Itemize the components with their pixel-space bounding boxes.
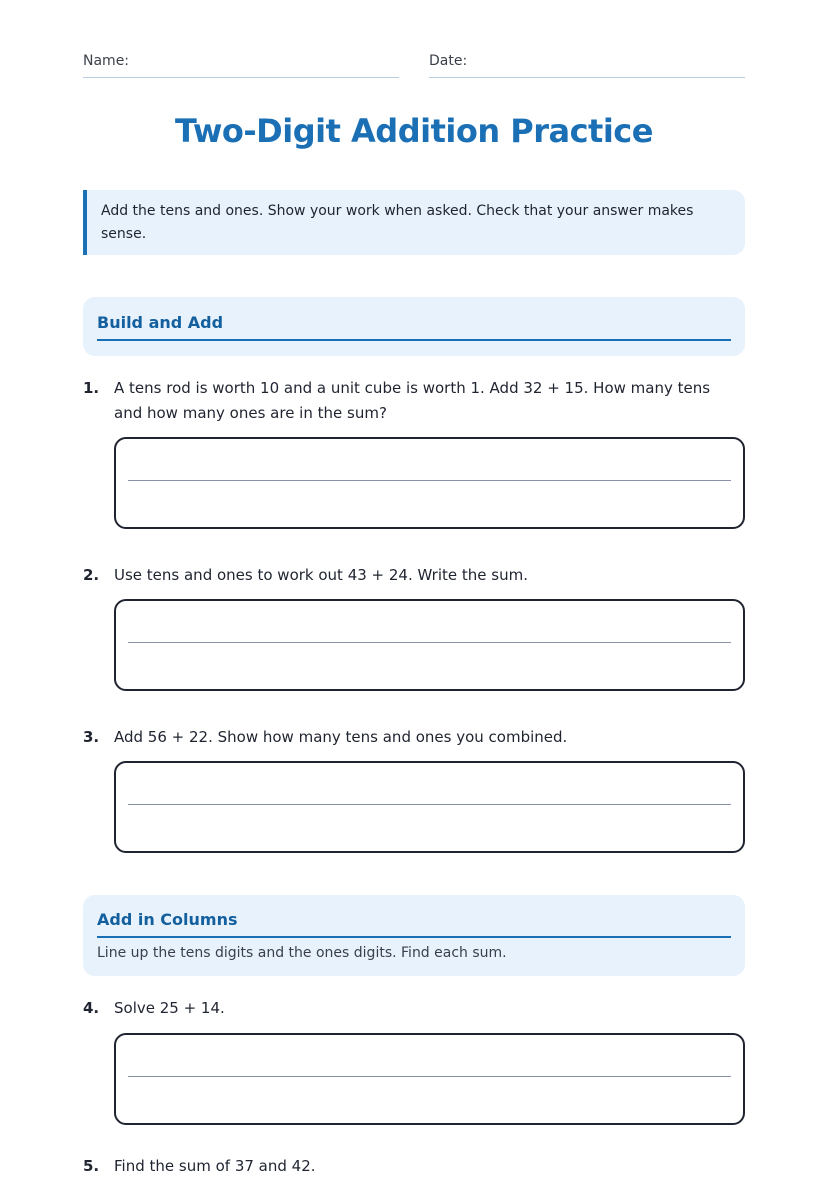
question-number: 5. [83,1157,100,1175]
answer-box-1[interactable] [114,437,745,529]
section-title: Add in Columns [97,895,731,938]
question-text: Solve 25 + 14. [114,999,225,1017]
instructions-box [83,190,745,255]
section-title: Build and Add [97,297,731,341]
question-number: 1. [83,379,100,397]
answer-box-4[interactable] [114,1033,745,1125]
section-build-and-add [83,297,745,356]
instructions-text: Add the tens and ones. Show your work when asked. Check that your answer makes sense. [101,203,694,242]
header-fields [83,52,745,78]
section-add-in-columns [83,895,745,976]
question-text: Add 56 + 22. Show how many tens and ones you combined. [114,728,568,746]
question-number: 3. [83,728,100,746]
question-text: Find the sum of 37 and 42. [114,1157,316,1175]
name-label: Name: [83,53,130,69]
answer-line [128,480,731,481]
section-note: Line up the tens digits and the ones digits. Find each sum. [97,945,507,961]
answer-line [128,804,731,805]
question-number: 4. [83,999,100,1017]
question-text: A tens rod is worth 10 and a unit cube is worth 1. Add 32 + 15. How many tens and how many ones are in the sum? [114,379,711,422]
answer-line [128,642,731,643]
question-text: Use tens and ones to work out 43 + 24. Write the sum. [114,566,528,584]
answer-line [128,1076,731,1077]
name-field[interactable] [83,52,399,78]
answer-box-3[interactable] [114,761,745,853]
date-field[interactable] [429,52,745,78]
question-number: 2. [83,566,100,584]
date-label: Date: [429,53,468,69]
page-title: Two-Digit Addition Practice [175,112,653,150]
answer-box-2[interactable] [114,599,745,691]
